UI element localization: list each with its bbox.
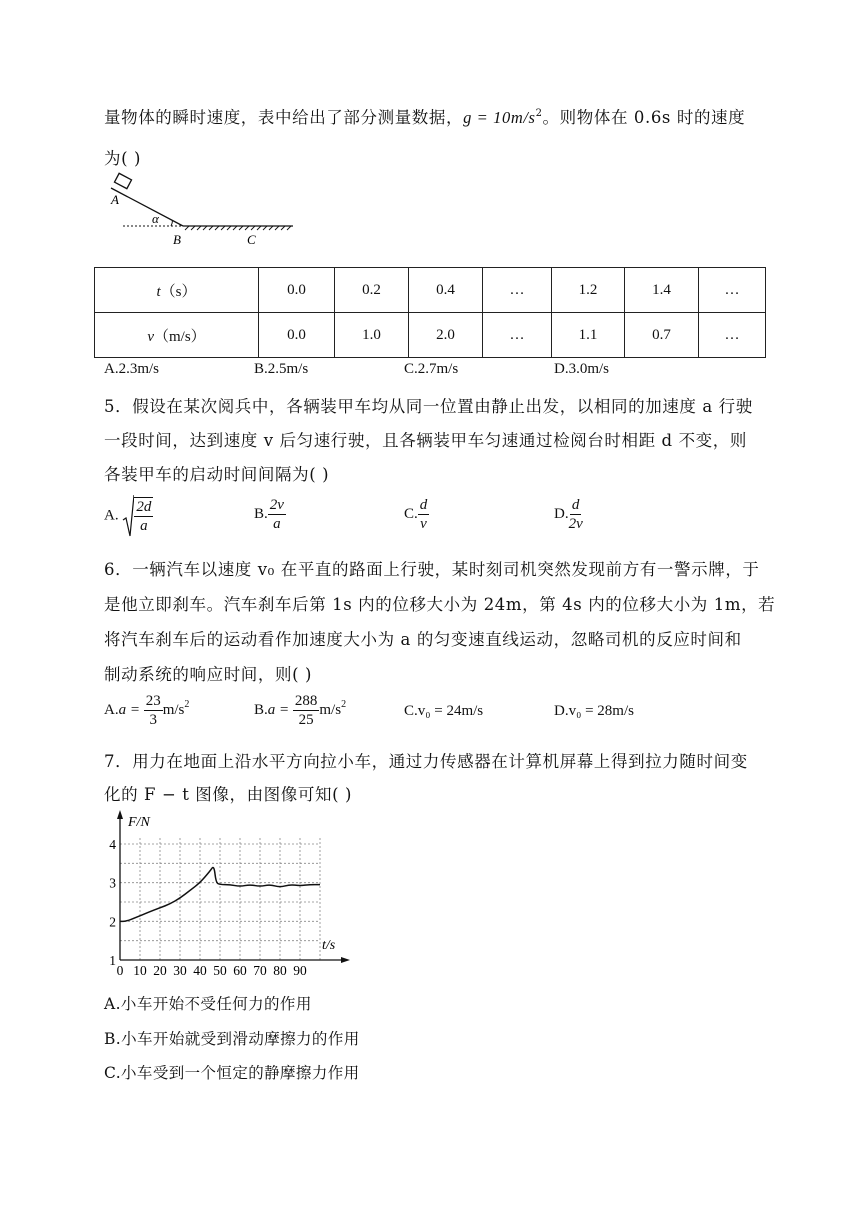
y-tick-label: 1 [109, 953, 116, 968]
q5-stem-line2: 一段时间，达到速度 v 后匀速行驶，且各辆装甲车匀速通过检阅台时相距 d 不变，则 [104, 431, 747, 450]
q6-option-b[interactable]: B.a = $\frac{288}{25}$ $m/s^2$ [254, 693, 347, 728]
q4-option-b[interactable]: B.2.5m/s [254, 361, 309, 377]
y-axis-arrow-icon [117, 810, 123, 819]
force-time-chart [100, 808, 350, 980]
q4-stem-line2: 为( ) [104, 149, 142, 168]
chart-grid [120, 838, 320, 960]
q6-stem-line3: 将汽车刹车后的运动看作加速度大小为 a 的匀变速直线运动，忽略司机的反应时间和 [104, 630, 742, 649]
svg-text:B: B [173, 232, 181, 247]
q6-stem-line4: 制动系统的响应时间，则( ) [104, 665, 313, 684]
y-axis-label: F/N [128, 815, 150, 830]
q5-option-d[interactable]: D. $\frac{d}{2v}$ [554, 497, 583, 532]
block-icon [114, 173, 131, 188]
x-axis-arrow-icon [341, 957, 350, 963]
q6-option-c[interactable]: C.v₀ = 24m/s [404, 703, 484, 719]
table-row: v（m/s） 0.0 1.0 2.0 … 1.1 0.7 … [95, 313, 766, 358]
y-tick-label: 2 [109, 914, 116, 930]
q6-option-d[interactable]: D.v₀ = 28m/s [554, 703, 634, 719]
q6-stem-line1: 6．一辆汽车以速度 v₀ 在平直的路面上行驶，某时刻司机突然发现前方有一警示牌，于 [104, 560, 760, 579]
q7-stem-line1: 7．用力在地面上沿水平方向拉小车，通过力传感器在计算机屏幕上得到拉力随时间变 [104, 752, 748, 771]
sqrt-icon [122, 494, 134, 538]
g-expression: g = 10m/s [463, 108, 536, 127]
x-tick-label: 40 [193, 963, 207, 978]
table-row: t（s） 0.0 0.2 0.4 … 1.2 1.4 … [95, 268, 766, 313]
table-header-cell: v（m/s） [95, 313, 259, 358]
x-axis-label: t/s [322, 938, 336, 953]
q6-stem-line2: 是他立即刹车。汽车刹车后第 1s 内的位移大小为 24m，第 4s 内的位移大小为 1m，若 [104, 595, 776, 614]
q4-stem-line1: 量物体的瞬时速度，表中给出了部分测量数据，$g = 10m/s^2$。则物体在 0.6s 时的速度 [104, 108, 746, 127]
y-tick-label: 4 [109, 837, 116, 852]
q7-option-a[interactable]: A.小车开始不受任何力的作用 [104, 995, 312, 1013]
table-header-cell: t（s） [95, 268, 259, 313]
chart-axes [117, 810, 350, 963]
measurement-table [94, 267, 766, 358]
q5-stem-line1: 5．假设在某次阅兵中，各辆装甲车均从同一位置由静止出发，以相同的加速度 a 行驶 [104, 397, 753, 416]
x-tick-label: 70 [253, 963, 267, 978]
q7-stem-line2: 化的 F − t 图像，由图像可知( ) [104, 785, 353, 804]
q4-option-c[interactable]: C.2.7m/s [404, 361, 459, 377]
x-tick-label: 0 [116, 963, 124, 978]
svg-text:A: A [111, 192, 119, 207]
x-tick-label: 20 [153, 963, 167, 978]
q5-option-c[interactable]: C. $\frac{d}{v}$ [404, 497, 428, 532]
sqrt-expression: $\frac{2d}{a}$ [122, 494, 153, 538]
y-tick-label: 3 [109, 875, 116, 891]
incline-figure [105, 172, 305, 250]
q6-option-a[interactable]: A.a = $\frac{23}{3}$ $m/s^2$ [104, 693, 190, 728]
x-tick-label: 50 [213, 963, 227, 978]
x-tick-label: 90 [293, 963, 307, 978]
chart-tick-labels [109, 837, 307, 978]
x-tick-label: 30 [173, 963, 187, 978]
x-tick-label: 10 [133, 963, 147, 978]
x-tick-label: 60 [233, 963, 247, 978]
q7-option-c[interactable]: C.小车受到一个恒定的静摩擦力作用 [104, 1064, 360, 1082]
q4-option-d[interactable]: D.3.0m/s [554, 361, 610, 377]
svg-text:C: C [247, 232, 256, 247]
q4-option-a[interactable]: A.2.3m/s [104, 361, 160, 377]
q5-option-a[interactable]: A. $\frac{2d}{a}$ [104, 494, 153, 538]
q5-option-b[interactable]: B. $\frac{2v}{a}$ [254, 497, 284, 532]
x-tick-label: 80 [273, 963, 287, 978]
q5-stem-line3: 各装甲车的启动时间间隔为( ) [104, 465, 330, 484]
svg-text:α: α [152, 211, 159, 226]
q7-option-b[interactable]: B.小车开始就受到滑动摩擦力的作用 [104, 1030, 360, 1048]
